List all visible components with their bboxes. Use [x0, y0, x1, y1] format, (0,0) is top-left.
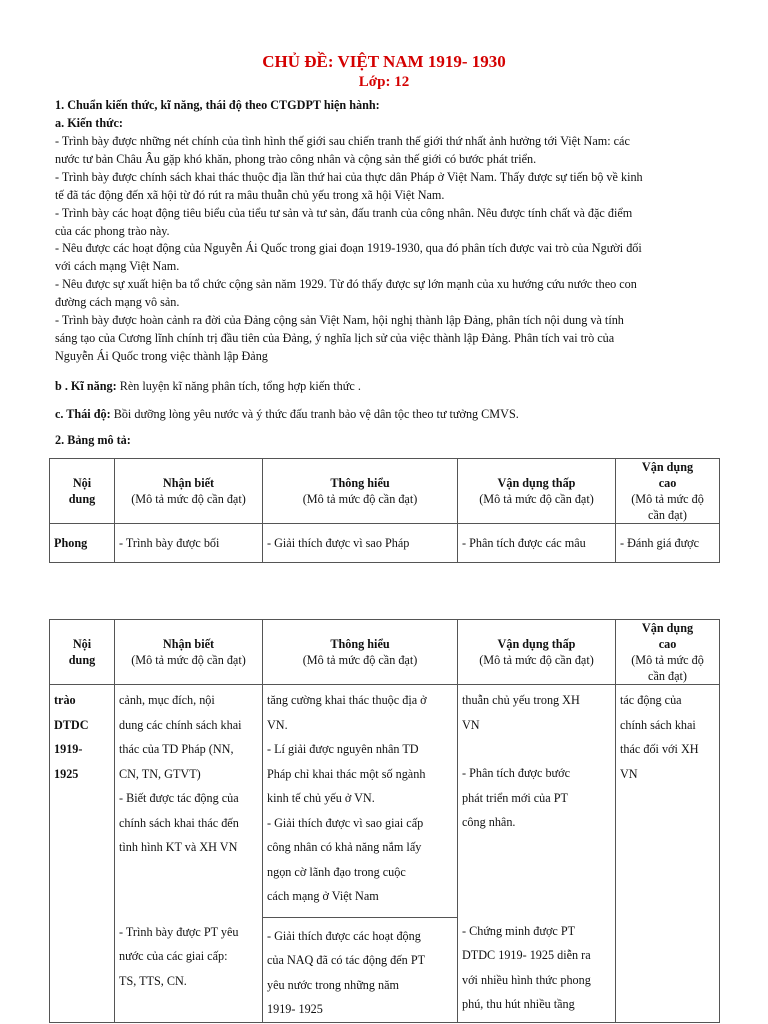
table-cell: tăng cường khai thác thuộc địa ở VN. - Lí giải được nguyên nhân TD Pháp chỉ khai thác một số ngành kinh tế chủ yếu ở VN. - Giải thích được vì sao giai cấp công nhân có khả năng nắm lấy ngọn cờ lãnh đạo trong cuộc cách mạng ở Việt Nam - Giải thích được các hoạt động của NAQ đã có tác động đến PT yêu nước trong những năm 1919- 1925 [263, 685, 458, 1023]
knowledge-line: - Trình bày được những nét chính của tình hình thế giới sau chiến tranh thế giới thứ nhất ảnh hưởng tới Việt Nam: các [55, 134, 630, 148]
table-cell: - Trình bày được bối [115, 524, 263, 563]
table-row [50, 524, 720, 563]
knowledge-line: - Nêu được sự xuất hiện ba tổ chức cộng sản năm 1929. Từ đó thấy được sự lớn mạnh của xu hướng cứu nước theo con [55, 277, 637, 292]
knowledge-line: - Trình bày được chính sách khai thác thuộc địa lần thứ hai của thực dân Pháp ở Việt Nam. Thấy được sự tiến bộ về kinh [55, 169, 643, 184]
header-high-application: Vận dụng cao (Mô tả mức độ cần đạt) [616, 459, 720, 524]
table-header-row [50, 620, 720, 685]
description-table-1 [49, 458, 720, 563]
knowledge-line: của các phong trào này. [55, 223, 170, 238]
knowledge-heading: a. Kiến thức: [55, 116, 123, 130]
table-cell: thuẫn chủ yếu trong XH VN - Phân tích được bước phát triển mới của PT công nhân. - Chứng minh được PT DTDC 1919- 1925 diễn ra với nhiều hình thức phong phú, thu hút nhiều tầng [458, 685, 616, 1023]
skills-label: b . Kĩ năng: [55, 379, 117, 393]
knowledge-line: Nguyễn Ái Quốc trong việc thành lập Đảng [55, 348, 268, 363]
header-recognition: Nhận biết (Mô tả mức độ cần đạt) [115, 459, 263, 524]
description-table-2 [49, 619, 720, 1023]
grade-label: Lớp: 12 [358, 74, 410, 90]
skills-line [55, 377, 715, 395]
attitude-line [55, 405, 715, 423]
table-cell: Phong [50, 524, 115, 563]
knowledge-line: nước tư bản Châu Âu gặp khó khăn, phong trào công nhân và cộng sản thế giới có bước phát triển. [55, 151, 537, 166]
attitude-text: Bồi dưỡng lòng yêu nước và ý thức đấu tranh bảo vệ dân tộc theo tư tưởng CMVS. [110, 407, 519, 421]
document-title: CHỦ ĐỀ: VIỆT NAM 1919- 1930 [262, 52, 506, 71]
table-cell-topic: trào DTDC 1919- 1925 [50, 685, 115, 1023]
skills-text: Rèn luyện kĩ năng phân tích, tổng hợp kiến thức . [116, 379, 361, 393]
knowledge-line: sáng tạo của Cương lĩnh chính trị đầu tiên của Đảng, ý nghĩa lịch sử của việc thành lập Đảng. Phân tích vai trò của [55, 330, 615, 345]
knowledge-line: với cách mạng Việt Nam. [55, 259, 180, 274]
knowledge-line: - Trình bày được hoàn cảnh ra đời của Đảng cộng sản Việt Nam, hội nghị thành lập Đảng, phân tích nội dung và tính [55, 313, 624, 327]
table-header-row [50, 459, 720, 524]
header-content: Nội dung [50, 620, 115, 685]
section-1-heading: 1. Chuẩn kiến thức, kĩ năng, thái độ theo CTGDPT hiện hành: [55, 98, 380, 112]
knowledge-line: đường cách mạng vô sản. [55, 295, 180, 310]
header-comprehension: Thông hiểu (Mô tả mức độ cần đạt) [263, 620, 458, 685]
knowledge-line: tế đã tác động đến xã hội từ đó rút ra mâu thuẫn chủ yếu trong xã hội Việt Nam. [55, 187, 445, 202]
header-content: Nội dung [50, 459, 115, 524]
header-low-application: Vận dụng thấp (Mô tả mức độ cần đạt) [458, 620, 616, 685]
table-cell: cảnh, mục đích, nội dung các chính sách khai thác của TD Pháp (NN, CN, TN, GTVT) - Biết được tác động của chính sách khai thác đến tình hình KT và XH VN - Trình bày được PT yêu nước của các giai cấp: TS, TTS, CN. [115, 685, 263, 1023]
knowledge-line: - Trình bày các hoạt động tiêu biểu của tiểu tư sản và tư sản, đấu tranh của công nhân. Nêu được tính chất và đặc điểm [55, 205, 633, 220]
knowledge-line: - Nêu được các hoạt động của Nguyễn Ái Quốc trong giai đoạn 1919-1930, qua đó phân tích được vai trò của Người đối [55, 241, 642, 256]
attitude-label: c. Thái độ: [55, 407, 111, 421]
header-high-application: Vận dụng cao (Mô tả mức độ cần đạt) [616, 620, 720, 685]
table-cell: - Đánh giá được [616, 524, 720, 563]
table-cell: - Giải thích được vì sao Pháp [263, 524, 458, 563]
section-2-heading: 2. Bảng mô tả: [55, 433, 131, 447]
table-row [50, 685, 720, 1023]
header-recognition: Nhận biết (Mô tả mức độ cần đạt) [115, 620, 263, 685]
table-cell: tác động của chính sách khai thác đối với XH VN [616, 685, 720, 1023]
header-low-application: Vận dụng thấp (Mô tả mức độ cần đạt) [458, 459, 616, 524]
table-cell: - Phân tích được các mâu [458, 524, 616, 563]
header-comprehension: Thông hiểu (Mô tả mức độ cần đạt) [263, 459, 458, 524]
